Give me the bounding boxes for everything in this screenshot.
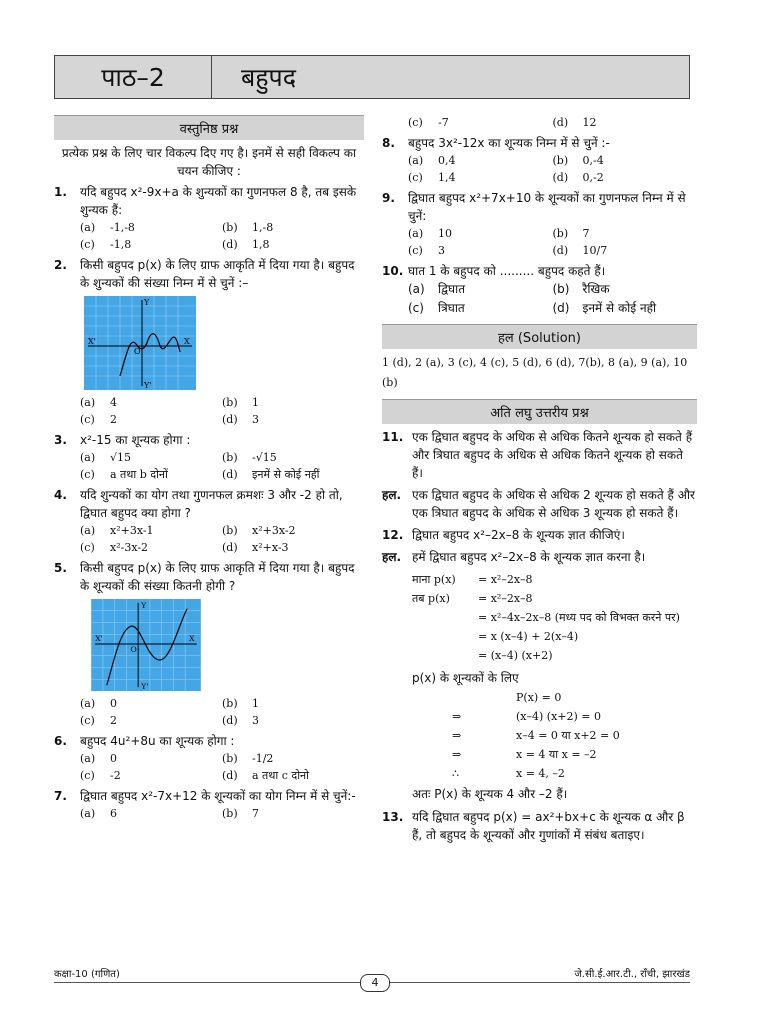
graph-figure-q2	[84, 296, 196, 390]
question-number: 1.	[54, 185, 67, 199]
option-d: (d) 1,8	[222, 238, 270, 251]
question-1	[54, 183, 364, 253]
graph-figure-q5	[84, 599, 208, 691]
question-text: x²-15 का शून्यक होगा :	[80, 433, 191, 447]
answer-11: हल. एक द्विघात बहुपद के अधिक से अधिक 2 शून्यक हो सकते हैं और एक त्रिघात बहुपद के अधिक से अधिक 3 शून्यक हो सकते हैं।	[382, 488, 695, 520]
question-text: द्विघात बहुपद x²+7x+10 के शून्यकों का गुणनफल निम्न में से चुनें:	[408, 191, 686, 223]
option-a: (a) द्विघात	[408, 282, 466, 296]
option-b: (b) 7	[222, 807, 259, 820]
option-a: (a) 0,4	[408, 154, 456, 167]
chapter-header	[54, 55, 690, 99]
question-7	[54, 787, 364, 822]
option-d: (d) इनमें से कोई नहीं	[222, 468, 320, 481]
question-4	[54, 486, 364, 556]
right-column	[382, 114, 697, 844]
option-c: (c) -7	[408, 116, 449, 129]
question-12: 12. द्विघात बहुपद x²–2x–8 के शून्यक ज्ञात कीजिएं।	[382, 528, 625, 542]
question-6	[54, 732, 364, 784]
question-number: 10.	[382, 264, 404, 278]
option-a: (a) 0	[80, 752, 117, 765]
question-7-continued	[382, 114, 697, 131]
axis-label-yneg: Y'	[144, 381, 152, 390]
lesson-number: पाठ–2	[55, 56, 212, 98]
question-8	[382, 134, 697, 186]
option-d: (d) 3	[222, 714, 259, 727]
option-c: (c) 2	[80, 714, 117, 727]
axis-label-xneg: X'	[95, 634, 103, 644]
option-c: (c) x²-3x-2	[80, 541, 149, 554]
axis-label-y: Y	[144, 298, 150, 307]
question-9	[382, 189, 697, 259]
step-row: तब p(x) = x²–2x–8	[412, 592, 533, 605]
option-d: (d) 12	[552, 116, 597, 129]
option-d: (d) 0,-2	[552, 171, 604, 184]
question-number: 9.	[382, 191, 395, 205]
question-number: 5.	[54, 561, 67, 575]
section-objective: वस्तुनिष्ठ प्रश्न	[54, 115, 364, 140]
zero-step-row: ∴ x = 4, –2	[452, 767, 565, 780]
option-d: (d) इनमें से कोई नही	[552, 301, 657, 315]
working-steps	[382, 570, 697, 804]
option-a: (a) 4	[80, 396, 117, 409]
step-row: = (x–4) (x+2)	[478, 649, 553, 662]
option-b: (b) x²+3x-2	[222, 524, 296, 537]
question-text: बहुपद 4u²+8u का शून्यक होगा :	[80, 734, 235, 748]
option-c: (c) a तथा b दोनों	[80, 468, 168, 481]
option-d: (d) 3	[222, 413, 259, 426]
option-a: (a) -1,-8	[80, 221, 135, 234]
instructions: प्रत्येक प्रश्न के लिए चार विकल्प दिए गए है। इनमें से सही विकल्प का चयन कीजिए :	[61, 146, 357, 178]
footer-class-label: कक्षा-10 (गणित)	[54, 969, 120, 980]
option-c: (c) 2	[80, 413, 117, 426]
question-11: 11. एक द्विघात बहुपद के अधिक से अधिक कितने शून्यक हो सकते हैं और त्रिघात बहुपद के अधिक से अधिक कितने शून्यक हो सकते हैं।	[382, 430, 693, 480]
origin-label: O	[134, 347, 141, 356]
question-3	[54, 431, 364, 483]
question-number: 3.	[54, 433, 67, 447]
option-a: (a) √15	[80, 451, 132, 464]
option-c: (c) 3	[408, 244, 445, 257]
section-solution: हल (Solution)	[382, 324, 697, 349]
origin-label: O	[130, 644, 137, 654]
axis-label-y: Y	[141, 600, 147, 610]
step-row: = x (x–4) + 2(x–4)	[478, 630, 579, 643]
option-d: (d) 10/7	[552, 244, 608, 257]
question-13: 13. यदि द्विघात बहुपद p(x) = ax²+bx+c के शून्यक α और β हैं, तो बहुपद के शून्यकों और गुणांकों में संबंध बताइए।	[382, 810, 685, 842]
question-text: द्विघात बहुपद x²-7x+12 के शून्यकों का योग निम्न में से चुनें:-	[80, 789, 356, 803]
question-number: 2.	[54, 258, 67, 272]
option-b: (b) रैखिक	[552, 282, 610, 296]
conclusion: अतः P(x) के शून्यक 4 और –2 हैं।	[412, 787, 568, 801]
option-c: (c) 1,4	[408, 171, 456, 184]
option-b: (b) 1	[222, 697, 259, 710]
option-c: (c) -1,8	[80, 238, 132, 251]
left-column	[54, 112, 364, 822]
option-b: (b) 1	[222, 396, 259, 409]
answer-key: 1 (d), 2 (a), 3 (c), 4 (c), 5 (d), 6 (d), 7(b), 8 (a), 9 (a), 10 (b)	[382, 356, 688, 389]
zero-step-row: ⇒ x–4 = 0 या x+2 = 0	[452, 729, 620, 742]
question-text: किसी बहुपद p(x) के लिए ग्राफ आकृति में दिया गया है। बहुपद के शून्यकों की संख्या कितनी होगी ?	[80, 561, 355, 593]
question-number: 8.	[382, 136, 395, 150]
option-b: (b) -√15	[222, 451, 277, 464]
step-row: माना p(x) = x²–2x–8	[412, 573, 533, 586]
option-b: (b) -1/2	[222, 752, 274, 765]
option-b: (b) 7	[552, 227, 590, 240]
answer-12: हल. हमें द्विघात बहुपद x²–2x–8 के शून्यक ज्ञात करना है।	[382, 550, 646, 564]
option-c: (c) -2	[80, 769, 121, 782]
question-5	[54, 559, 364, 729]
question-number: 6.	[54, 734, 67, 748]
question-text: किसी बहुपद p(x) के लिए ग्राफ आकृति में दिया गया है। बहुपद के शुन्यकों की संख्या निम्न में से चुनें :–	[80, 258, 355, 290]
axis-label-yneg: Y'	[141, 682, 149, 691]
option-a: (a) 6	[80, 807, 117, 820]
zeros-label: p(x) के शून्यकों के लिए	[412, 671, 519, 685]
option-b: (b) 1,-8	[222, 221, 274, 234]
question-2	[54, 256, 364, 428]
step-row: = x²–4x–2x–8 (मध्य पद को विभक्त करने पर)	[478, 611, 680, 624]
zero-step-row: P(x) = 0	[516, 691, 562, 704]
zero-step-row: ⇒ x = 4 या x = –2	[452, 748, 597, 761]
chapter-title: बहुपद	[241, 63, 297, 92]
axis-label-x: X	[189, 634, 195, 644]
question-text: बहुपद 3x²-12x का शून्यक निम्न में से चुनें :-	[408, 136, 610, 150]
question-10	[382, 262, 697, 318]
question-text: यदि बहुपद x²-9x+a के शुन्यकों का गुणनफल 8 है, तब इसके शुन्यक हैं:	[80, 185, 357, 217]
section-very-short: अति लघु उत्तरीय प्रश्न	[382, 399, 697, 424]
question-text: घात 1 के बहुपद को ......... बहुपद कहते हैं।	[408, 264, 606, 278]
question-number: 7.	[54, 789, 67, 803]
option-a: (a) x²+3x-1	[80, 524, 154, 537]
option-b: (b) 0,-4	[552, 154, 604, 167]
axis-label-x: X	[184, 337, 190, 346]
option-d: (d) x²+x-3	[222, 541, 289, 554]
footer-publisher: जे.सी.ई.आर.टी., राँची, झारखंड	[574, 969, 690, 980]
option-a: (a) 10	[408, 227, 452, 240]
option-c: (c) त्रिघात	[408, 301, 465, 315]
page-number: 4	[360, 974, 390, 992]
question-text: यदि शुन्यकों का योग तथा गुणनफल क्रमशः 3 और -2 हो तो, द्विघात बहुपद क्या होगा ?	[80, 488, 343, 520]
option-d: (d) a तथा c दोनो	[222, 769, 310, 782]
question-number: 4.	[54, 488, 67, 502]
zero-step-row: ⇒ (x–4) (x+2) = 0	[452, 710, 601, 723]
option-a: (a) 0	[80, 697, 117, 710]
axis-label-xneg: X'	[88, 337, 96, 346]
